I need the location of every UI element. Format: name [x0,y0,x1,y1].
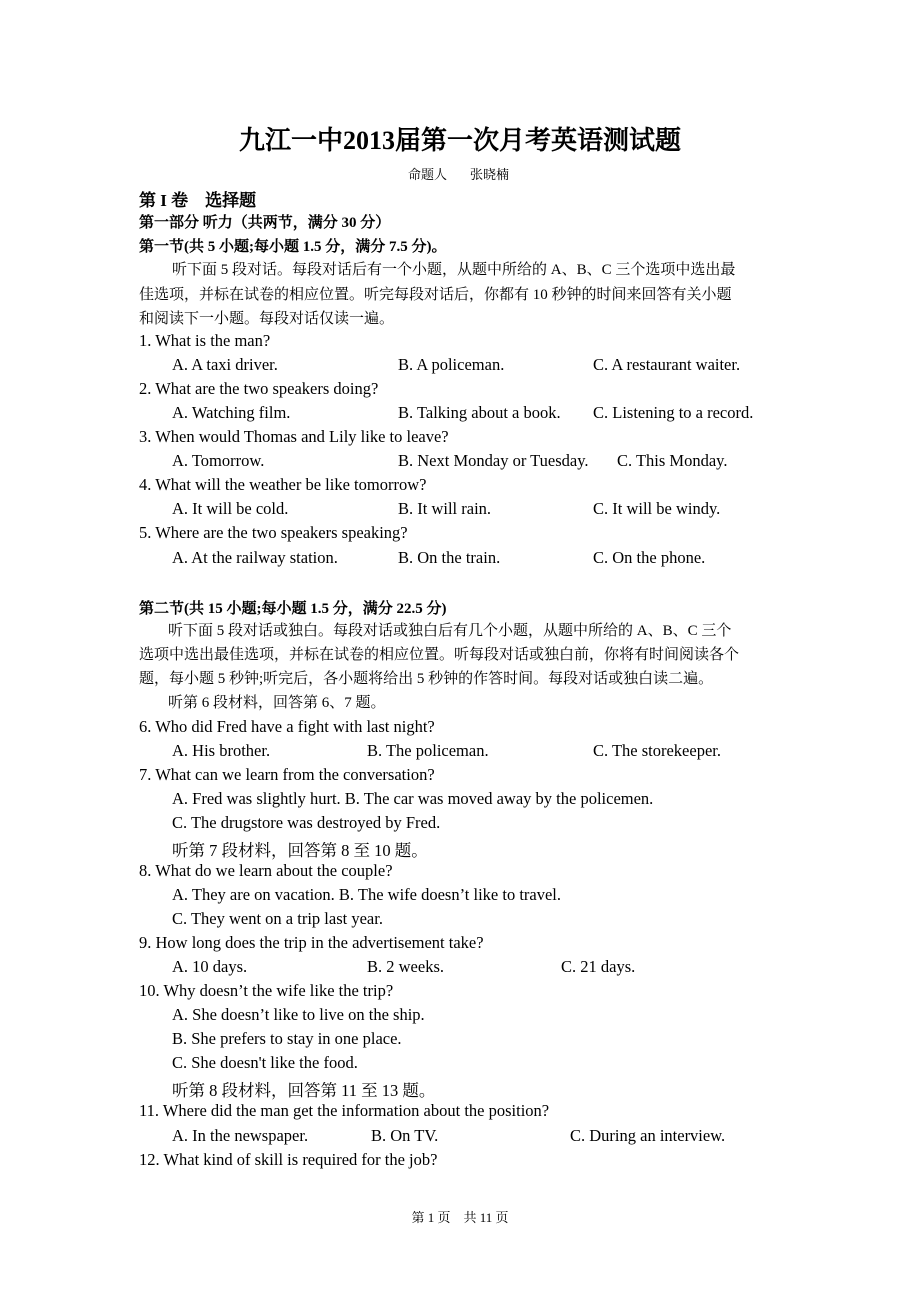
option-b: B. 2 weeks. [367,957,444,976]
option-a: A. It will be cold. [172,499,289,518]
option-c: C. It will be windy. [593,499,721,518]
section1-instruction-line: 听下面 5 段对话。每段对话后有一个小题，从题中所给的 A、B、C 三个选项中选出最 [172,262,736,278]
option-b: B. The policeman. [367,741,489,760]
question-stem: 1. What is the man? [139,331,271,350]
option-a: A. 10 days. [172,957,248,976]
question-stem: 11. Where did the man get the information about the position? [139,1101,550,1120]
option-c: C. A restaurant waiter. [593,355,741,374]
option-b: B. Next Monday or Tuesday. [398,451,589,470]
option-b: B. She prefers to stay in one place. [172,1029,402,1048]
option-a: A. At the railway station. [172,548,338,567]
option-c: C. She doesn't like the food. [172,1053,358,1072]
question-stem: 5. Where are the two speakers speaking? [139,523,408,542]
author-name: 张晓楠 [470,167,510,182]
page-number: 第 1 页 共 11 页 [411,1210,509,1225]
option-ab: A. They are on vacation. B. The wife doesn’t like to travel. [172,885,562,904]
option-c: C. Listening to a record. [593,403,754,422]
section2-instruction-line: 听下面 5 段对话或独白。每段对话或独白后有几个小题，从题中所给的 A、B、C 三个 [168,623,732,639]
option-c: C. On the phone. [593,548,706,567]
material-note: 听第 7 段材料，回答第 8 至 10 题。 [172,841,428,860]
option-c: C. The drugstore was destroyed by Fred. [172,813,441,832]
section1-instruction-line: 和阅读下一小题。每段对话仅读一遍。 [139,311,395,327]
option-b: B. On TV. [371,1126,439,1145]
volume-heading: 第 I 卷 选择题 [139,191,257,210]
question-stem: 6. Who did Fred have a fight with last night? [139,717,435,736]
option-c: C. This Monday. [617,451,728,470]
option-b: B. On the train. [398,548,501,567]
option-a: A. In the newspaper. [172,1126,309,1145]
option-b: B. It will rain. [398,499,492,518]
option-a: A. She doesn’t like to live on the ship. [172,1005,425,1024]
section2-instruction-line: 题，每小题 5 秒钟;听完后，各小题将给出 5 秒钟的作答时间。每段对话或独白读二遍。 [139,671,714,687]
option-a: A. Tomorrow. [172,451,265,470]
question-stem: 2. What are the two speakers doing? [139,379,379,398]
option-a: A. A taxi driver. [172,355,278,374]
option-c: C. They went on a trip last year. [172,909,383,928]
question-stem: 10. Why doesn’t the wife like the trip? [139,981,394,1000]
material-note: 听第 6 段材料，回答第 6、7 题。 [168,695,386,711]
option-a: A. Watching film. [172,403,291,422]
material-note: 听第 8 段材料，回答第 11 至 13 题。 [172,1081,436,1100]
question-stem: 4. What will the weather be like tomorrow? [139,475,427,494]
question-stem: 8. What do we learn about the couple? [139,861,393,880]
option-c: C. The storekeeper. [593,741,721,760]
question-stem: 9. How long does the trip in the advertisement take? [139,933,484,952]
option-b: B. Talking about a book. [398,403,561,422]
section1-heading: 第一节(共 5 小题;每小题 1.5 分，满分 7.5 分)。 [139,239,447,255]
section2-instruction-line: 选项中选出最佳选项，并标在试卷的相应位置。听每段对话或独白前，你将有时间阅读各个 [139,647,740,663]
page-title: 九江一中2013届第一次月考英语测试题 [238,126,681,155]
option-ab: A. Fred was slightly hurt. B. The car was moved away by the policemen. [172,789,654,808]
question-stem: 3. When would Thomas and Lily like to leave? [139,427,449,446]
section1-instruction-line: 佳选项，并标在试卷的相应位置。听完每段对话后，你都有 10 秒钟的时间来回答有关小题 [139,287,732,303]
option-c: C. 21 days. [561,957,636,976]
section2-heading: 第二节(共 15 小题;每小题 1.5 分，满分 22.5 分) [139,601,447,617]
option-c: C. During an interview. [570,1126,726,1145]
option-a: A. His brother. [172,741,271,760]
question-stem: 12. What kind of skill is required for the job? [139,1150,438,1169]
question-stem: 7. What can we learn from the conversation? [139,765,435,784]
part1-heading: 第一部分 听力（共两节，满分 30 分） [139,215,391,231]
author-label: 命题人 [408,167,448,182]
option-b: B. A policeman. [398,355,505,374]
